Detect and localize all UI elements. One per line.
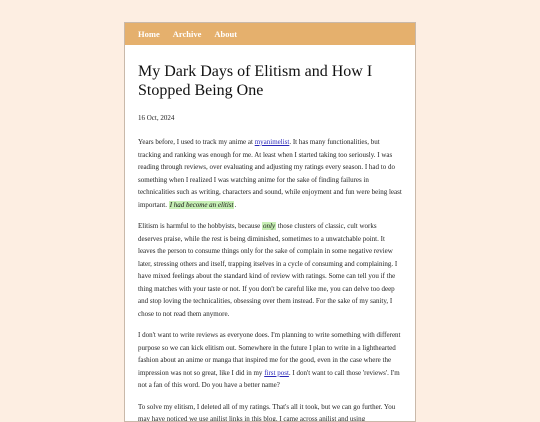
only-highlight: only — [262, 222, 276, 230]
top-nav — [125, 23, 415, 45]
post-content — [125, 45, 415, 422]
paragraph-3 — [138, 329, 402, 392]
paragraph-1-text-b: . It has many functionalities, but tracking and ranking was enough for me. At least when I started taking too seriously. I was reading through reviews, over evaluating and adjusting my ratings every season. I had to do something when I realized I was watching anime for the sake of finding failures in technicalities such as writing, characters and sound, while enjoyment and fun were being least important. — [138, 138, 402, 209]
first-post-link[interactable]: first post — [264, 369, 289, 377]
paragraph-2 — [138, 220, 402, 320]
nav-about-link[interactable]: About — [214, 29, 237, 39]
paragraph-2-text-b: those clusters of classic, cult works deserves praise, while the rest is being diminished, sometimes to a unwatchable point. It leaves the person to consume things only for the sake of complain in some negative review later, stressing others and itself, trapping itselves in a cycle of consuming and complaining. I have mixed feelings about the standard kind of review with ratings. Some can tell you if the thing matches with your taste or not. If you don't be careful like me, you can delve too deep and stop loving the technicalities, obsessing over them instead. For the sake of my sanity, I chose to not read them anymore. — [138, 222, 397, 318]
myanimelist-link[interactable]: myanimelist — [255, 138, 290, 146]
paragraph-1 — [138, 136, 402, 211]
elitist-highlight: I had become an elitist — [169, 201, 235, 209]
paragraph-4: To solve my elitism, I deleted all of my ratings. That's all it took, but we can go further. You may have noticed we use anilist links in this blog. I came across anilist and using — [138, 401, 402, 422]
paragraph-1-text-c: . — [234, 201, 236, 209]
paragraph-1-text-a: Years before, I used to track my anime at — [138, 138, 255, 146]
blog-page — [124, 22, 416, 422]
post-date: 16 Oct, 2024 — [138, 114, 402, 122]
paragraph-3-text-a: I don't want to write reviews as everyone does. I'm planning to write something with different purpose so we can kick elitism out. Somewhere in the future I plan to write in a lighthearted fashion about an anime or manga that inspired me for the good, even in the case where the impression was not so great, like I did in my — [138, 331, 401, 377]
paragraph-2-text-a: Elitism is harmful to the hobbyists, because — [138, 222, 262, 230]
nav-home-link[interactable]: Home — [138, 29, 160, 39]
post-title: My Dark Days of Elitism and How I Stopped Being One — [138, 62, 402, 100]
paragraph-3-text-b: . I don't want to call those 'reviews'. I'm not a fan of this word. Do you have a better name? — [138, 369, 400, 390]
nav-archive-link[interactable]: Archive — [173, 29, 202, 39]
